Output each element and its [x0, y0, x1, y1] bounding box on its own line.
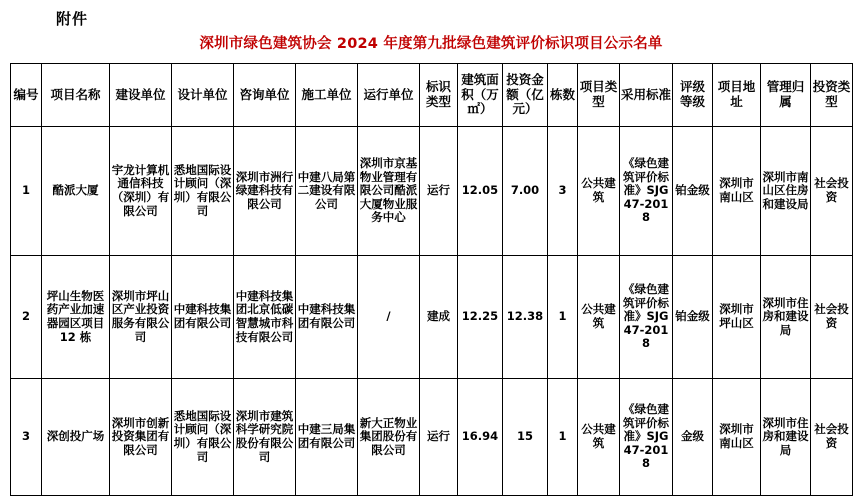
project-list-table — [10, 63, 853, 496]
cell-construction-contractor: 中建三局集团有限公司 — [296, 379, 358, 496]
col-header-construction-contractor: 施工单位 — [296, 64, 358, 127]
col-header-address: 项目地址 — [713, 64, 761, 127]
cell-project-type: 公共建筑 — [578, 379, 620, 496]
cell-design-unit: 中建科技集团有限公司 — [172, 256, 234, 379]
project-list-table-container — [10, 63, 852, 496]
cell-design-unit: 悉地国际设计顾问（深圳）有限公司 — [172, 379, 234, 496]
col-header-investment-type: 投资类型 — [811, 64, 853, 127]
cell-investment-type: 社会投资 — [811, 127, 853, 256]
table-row — [11, 127, 853, 256]
cell-building-area: 12.05 — [458, 127, 503, 256]
col-header-label-type: 标识类型 — [420, 64, 458, 127]
cell-project-name: 深创投广场 — [42, 379, 110, 496]
cell-investment: 12.38 — [503, 256, 548, 379]
col-header-consulting-unit: 咨询单位 — [234, 64, 296, 127]
cell-grade: 铂金级 — [673, 127, 713, 256]
cell-construction-unit: 深圳市创新投资集团有限公司 — [110, 379, 172, 496]
cell-address: 深圳市坪山区 — [713, 256, 761, 379]
cell-consulting-unit: 深圳市建筑科学研究院股份有限公司 — [234, 379, 296, 496]
col-header-management: 管理归属 — [761, 64, 811, 127]
cell-construction-contractor: 中建八局第二建设有限公司 — [296, 127, 358, 256]
cell-buildings: 1 — [548, 256, 578, 379]
cell-standard: 《绿色建筑评价标准》SJG47-2018 — [620, 127, 673, 256]
cell-no: 2 — [11, 256, 42, 379]
col-header-no: 编号 — [11, 64, 42, 127]
cell-operation-unit: 新大正物业集团股份有限公司 — [358, 379, 420, 496]
cell-operation-unit: 深圳市京基物业管理有限公司酷派大厦物业服务中心 — [358, 127, 420, 256]
cell-construction-contractor: 中建科技集团有限公司 — [296, 256, 358, 379]
col-header-building-area: 建筑面积（万㎡） — [458, 64, 503, 127]
cell-no: 1 — [11, 127, 42, 256]
cell-label-type: 建成 — [420, 256, 458, 379]
cell-standard: 《绿色建筑评价标准》SJG47-2018 — [620, 256, 673, 379]
cell-investment: 7.00 — [503, 127, 548, 256]
cell-address: 深圳市南山区 — [713, 127, 761, 256]
attachment-label: 附件 — [56, 10, 89, 28]
page-title: 深圳市绿色建筑协会 2024 年度第九批绿色建筑评价标识项目公示名单 — [199, 36, 663, 52]
cell-construction-unit: 宇龙计算机通信科技（深圳）有限公司 — [110, 127, 172, 256]
cell-grade: 金级 — [673, 379, 713, 496]
col-header-standard: 采用标准 — [620, 64, 673, 127]
cell-buildings: 3 — [548, 127, 578, 256]
cell-label-type: 运行 — [420, 127, 458, 256]
cell-project-type: 公共建筑 — [578, 127, 620, 256]
col-header-construction-unit: 建设单位 — [110, 64, 172, 127]
cell-building-area: 16.94 — [458, 379, 503, 496]
col-header-project-name: 项目名称 — [42, 64, 110, 127]
table-row — [11, 379, 853, 496]
cell-project-name: 酷派大厦 — [42, 127, 110, 256]
cell-project-type: 公共建筑 — [578, 256, 620, 379]
cell-label-type: 运行 — [420, 379, 458, 496]
cell-design-unit: 悉地国际设计顾问（深圳）有限公司 — [172, 127, 234, 256]
col-header-project-type: 项目类型 — [578, 64, 620, 127]
cell-construction-unit: 深圳市坪山区产业投资服务有限公司 — [110, 256, 172, 379]
cell-investment-type: 社会投资 — [811, 256, 853, 379]
cell-buildings: 1 — [548, 379, 578, 496]
cell-project-name: 坪山生物医药产业加速器园区项目 12 栋 — [42, 256, 110, 379]
cell-management: 深圳市住房和建设局 — [761, 256, 811, 379]
cell-management: 深圳市住房和建设局 — [761, 379, 811, 496]
cell-building-area: 12.25 — [458, 256, 503, 379]
cell-grade: 铂金级 — [673, 256, 713, 379]
cell-standard: 《绿色建筑评价标准》SJG47-2018 — [620, 379, 673, 496]
col-header-buildings: 栋数 — [548, 64, 578, 127]
col-header-design-unit: 设计单位 — [172, 64, 234, 127]
cell-address: 深圳市南山区 — [713, 379, 761, 496]
cell-investment: 15 — [503, 379, 548, 496]
table-header-row — [11, 64, 853, 127]
cell-consulting-unit: 中建科技集团北京低碳智慧城市科技有限公司 — [234, 256, 296, 379]
cell-investment-type: 社会投资 — [811, 379, 853, 496]
cell-no: 3 — [11, 379, 42, 496]
col-header-grade: 评级等级 — [673, 64, 713, 127]
table-row — [11, 256, 853, 379]
cell-operation-unit: / — [358, 256, 420, 379]
col-header-investment: 投资金额（亿元） — [503, 64, 548, 127]
cell-consulting-unit: 深圳市洲行绿建科技有限公司 — [234, 127, 296, 256]
cell-management: 深圳市南山区住房和建设局 — [761, 127, 811, 256]
col-header-operation-unit: 运行单位 — [358, 64, 420, 127]
